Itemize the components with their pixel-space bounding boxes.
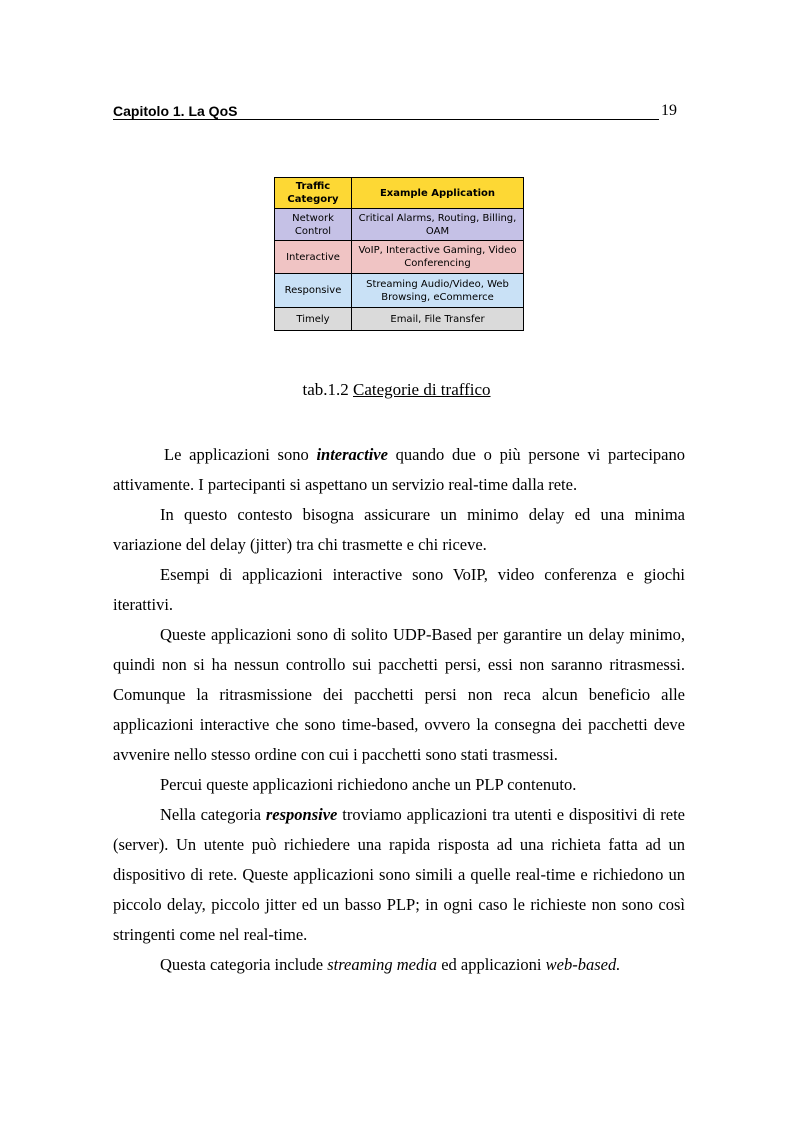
category-cell: Network Control — [275, 209, 352, 241]
application-cell: VoIP, Interactive Gaming, Video Conferencing — [352, 241, 524, 274]
paragraph: Percui queste applicazioni richiedono anche un PLP contenuto. — [160, 775, 577, 794]
table-header-row — [275, 178, 524, 209]
paragraph: In questo contesto bisogna assicurare un minimo delay ed una minima variazione del delay (jitter) tra chi trasmette e chi riceve. — [113, 505, 685, 554]
column-header-category: Traffic Category — [275, 178, 352, 209]
table-row — [275, 274, 524, 308]
page-number: 19 — [661, 102, 677, 119]
category-cell: Interactive — [275, 241, 352, 274]
category-cell: Responsive — [275, 274, 352, 308]
paragraph — [113, 800, 685, 950]
column-header-application: Example Application — [352, 178, 524, 209]
text-run: Questa categoria include — [160, 955, 328, 974]
table-row — [275, 308, 524, 331]
text-run: troviamo applicazioni tra utenti e dispositivi di rete (server). Un utente può richiedere una rapida risposta ad una richieta fatta ad un dispositivo di rete. Queste applicazioni sono simili a quelle real-time e richiedono un piccolo delay, piccolo jitter ed un basso PLP; in ogni caso le richieste non sono così stringenti come nel real-time. — [113, 805, 685, 944]
text-run: quando due o più persone vi partecipano attivamente. I partecipanti si aspettano un servizio real-time dalla rete. — [113, 445, 685, 494]
text-run: ed applicazioni — [437, 955, 546, 974]
table-row — [275, 209, 524, 241]
table-row — [275, 241, 524, 274]
traffic-category-table — [274, 177, 524, 331]
emphasis-streaming-media: streaming media — [327, 955, 438, 974]
text-run: Le applicazioni sono — [164, 445, 317, 464]
paragraph: Queste applicazioni sono di solito UDP-Based per garantire un delay minimo, quindi non si ha nessun controllo sui pacchetti persi, essi non saranno ritrasmessi. Comunque la ritrasmissione dei pacchetti persi non reca alcun beneficio alle applicazioni interactive che sono time-based, ovvero la consegna dei pacchetti deve avvenire nello stesso ordine con cui i pacchetti sono stati trasmessi. — [113, 625, 685, 764]
emphasis-interactive: interactive — [316, 445, 388, 464]
emphasis-responsive: responsive — [265, 805, 338, 824]
body-text — [113, 440, 685, 980]
application-cell: Email, File Transfer — [352, 308, 524, 331]
page-header — [113, 102, 677, 122]
emphasis-web-based: web-based. — [545, 955, 621, 974]
application-cell: Critical Alarms, Routing, Billing, OAM — [352, 209, 524, 241]
paragraph: Esempi di applicazioni interactive sono VoIP, video conferenza e giochi iterattivi. — [113, 565, 685, 614]
application-cell: Streaming Audio/Video, Web Browsing, eCommerce — [352, 274, 524, 308]
category-cell: Timely — [275, 308, 352, 331]
table-caption — [0, 379, 793, 401]
chapter-title: Capitolo 1. La QoS — [113, 103, 238, 119]
header-rule — [113, 119, 659, 120]
caption-link[interactable]: Categorie di traffico — [353, 380, 491, 399]
paragraph — [113, 440, 685, 500]
caption-prefix: tab.1.2 — [302, 380, 353, 399]
paragraph — [113, 950, 685, 980]
text-run: Nella categoria — [160, 805, 266, 824]
